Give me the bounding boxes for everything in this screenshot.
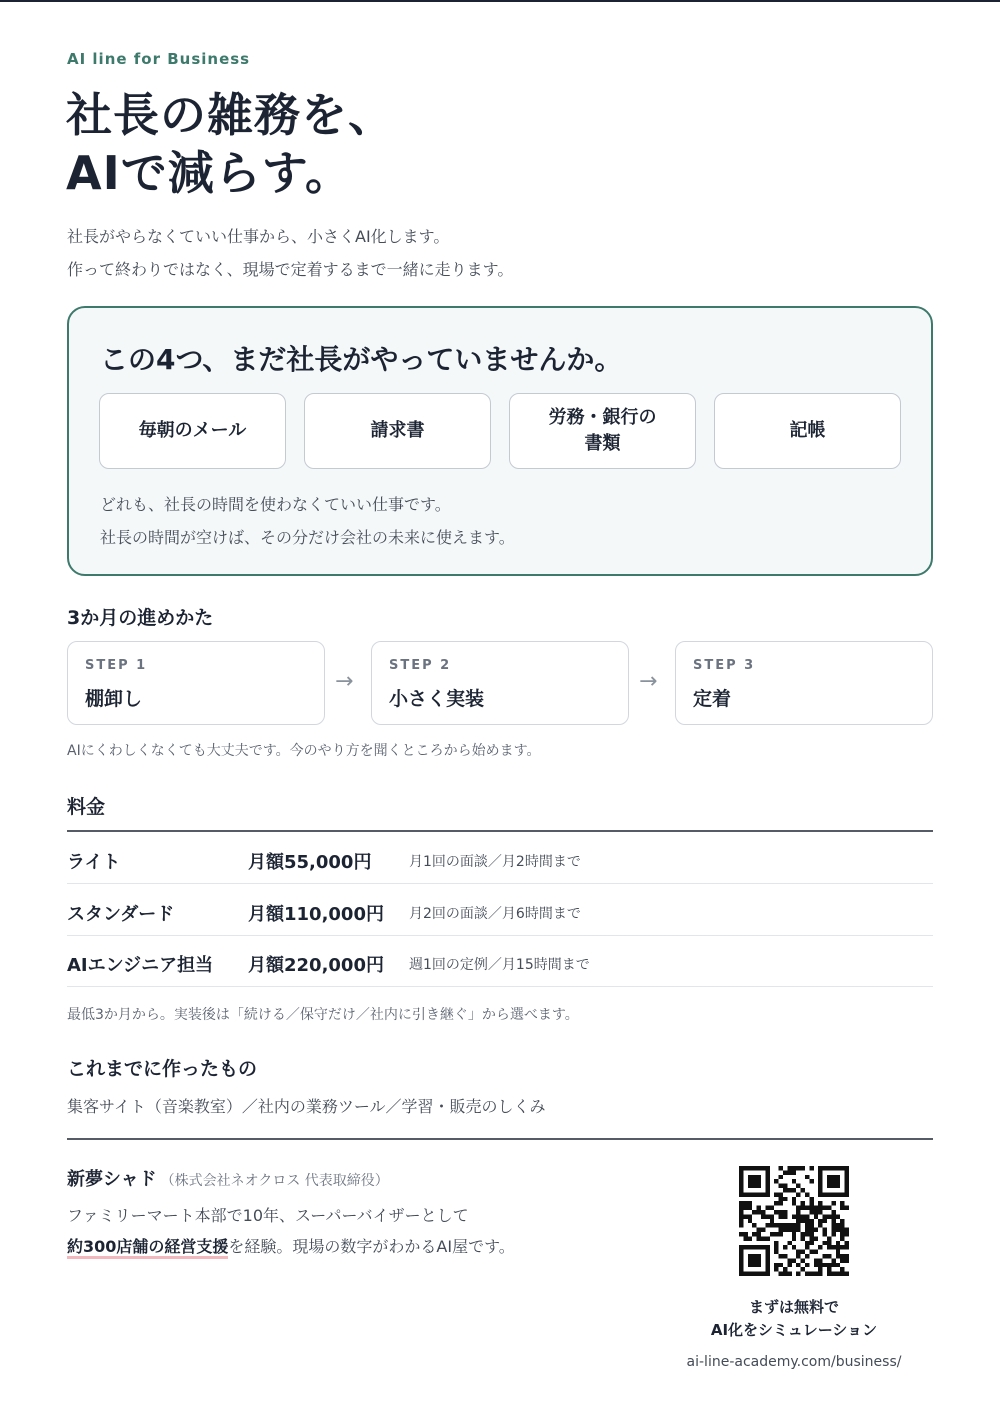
- lead-text: [67, 220, 513, 286]
- task-labor-bank-docs-label: 労務・銀行の 書類: [548, 407, 657, 454]
- step-3-name: 定着: [693, 688, 732, 710]
- task-invoice: 請求書: [304, 393, 491, 469]
- tasks-card-note-line-2: 社長の時間が空けば、その分だけ会社の未来に使えます。: [100, 528, 515, 547]
- plan-detail: 月1回の面談／月2時間まで: [409, 854, 581, 870]
- step-1-name: 棚卸し: [85, 688, 143, 710]
- headline-line-2: AIで減らす。: [66, 146, 353, 200]
- step-card-2: [371, 641, 629, 725]
- profile-bio: [67, 1200, 515, 1262]
- qr-code-icon: [739, 1166, 849, 1276]
- process-title: 3か月の進めかた: [67, 607, 214, 629]
- arrow-right-icon: →: [639, 669, 658, 694]
- task-bookkeeping: 記帳: [714, 393, 901, 469]
- plan-price: 月額110,000円: [248, 904, 384, 925]
- lead-line-2: 作って終わりではなく、現場で定着するまで一緒に走ります。: [67, 260, 514, 279]
- headline: [66, 86, 395, 202]
- profile-bio-line-2-rest: を経験。現場の数字がわかるAI屋です。: [228, 1237, 515, 1256]
- profile-role: （株式会社ネオクロス 代表取締役）: [160, 1173, 389, 1189]
- task-email: 毎朝のメール: [99, 393, 286, 469]
- plan-price: 月額220,000円: [248, 955, 384, 976]
- cta-text: [694, 1296, 894, 1342]
- top-border: [0, 0, 1000, 2]
- step-3-label: STEP 3: [693, 658, 756, 673]
- price-row: [67, 884, 933, 935]
- bio-highlight: 約300店舗の経営支援: [67, 1237, 228, 1259]
- pricing-title: 料金: [67, 796, 106, 818]
- profile-top-rule: [67, 1138, 933, 1140]
- plan-name: ライト: [67, 852, 121, 873]
- tasks-card: [67, 306, 933, 576]
- plan-price: 月額55,000円: [248, 852, 372, 873]
- step-2-label: STEP 2: [389, 658, 452, 673]
- task-labor-bank-docs: [509, 393, 696, 469]
- website-link[interactable]: ai-line-academy.com/business/: [686, 1354, 902, 1370]
- process-note: AIにくわしくなくても大丈夫です。今のやり方を聞くところから始めます。: [67, 743, 541, 759]
- tasks-card-note: [100, 488, 515, 554]
- works-title: これまでに作ったもの: [67, 1058, 258, 1080]
- profile-heading: [67, 1165, 389, 1191]
- works-list: 集客サイト（音楽教室）／社内の業務ツール／学習・販売のしくみ: [67, 1097, 546, 1116]
- profile-bio-line-1: ファミリーマート本部で10年、スーパーバイザーとして: [67, 1206, 469, 1225]
- step-1-label: STEP 1: [85, 658, 148, 673]
- price-row: [67, 935, 933, 986]
- cta-line-1: まずは無料で: [748, 1298, 839, 1316]
- pricing-note: 最低3か月から。実装後は「続ける／保守だけ／社内に引き継ぐ」から選べます。: [67, 1007, 579, 1023]
- lead-line-1: 社長がやらなくていい仕事から、小さくAI化します。: [67, 227, 450, 246]
- arrow-right-icon: →: [335, 669, 354, 694]
- profile-name: 新夢シャド: [67, 1169, 157, 1190]
- plan-detail: 月2回の面談／月6時間まで: [409, 906, 581, 922]
- step-card-1: [67, 641, 325, 725]
- profile-bio-line-2: [67, 1231, 515, 1262]
- brand-label: AI line for Business: [67, 50, 251, 68]
- plan-name: AIエンジニア担当: [67, 955, 214, 976]
- headline-line-1: 社長の雑務を、: [66, 88, 395, 142]
- plan-name: スタンダード: [67, 904, 175, 925]
- step-card-3: [675, 641, 933, 725]
- tasks-card-note-line-1: どれも、社長の時間を使わなくていい仕事です。: [100, 495, 451, 514]
- price-row: [67, 832, 933, 883]
- pricing-row-divider: [67, 986, 933, 987]
- tasks-card-title: この4つ、まだ社長がやっていませんか。: [100, 343, 623, 376]
- step-2-name: 小さく実装: [389, 688, 485, 710]
- cta-line-2: AI化をシミュレーション: [710, 1321, 878, 1339]
- plan-detail: 週1回の定例／月15時間まで: [409, 957, 590, 973]
